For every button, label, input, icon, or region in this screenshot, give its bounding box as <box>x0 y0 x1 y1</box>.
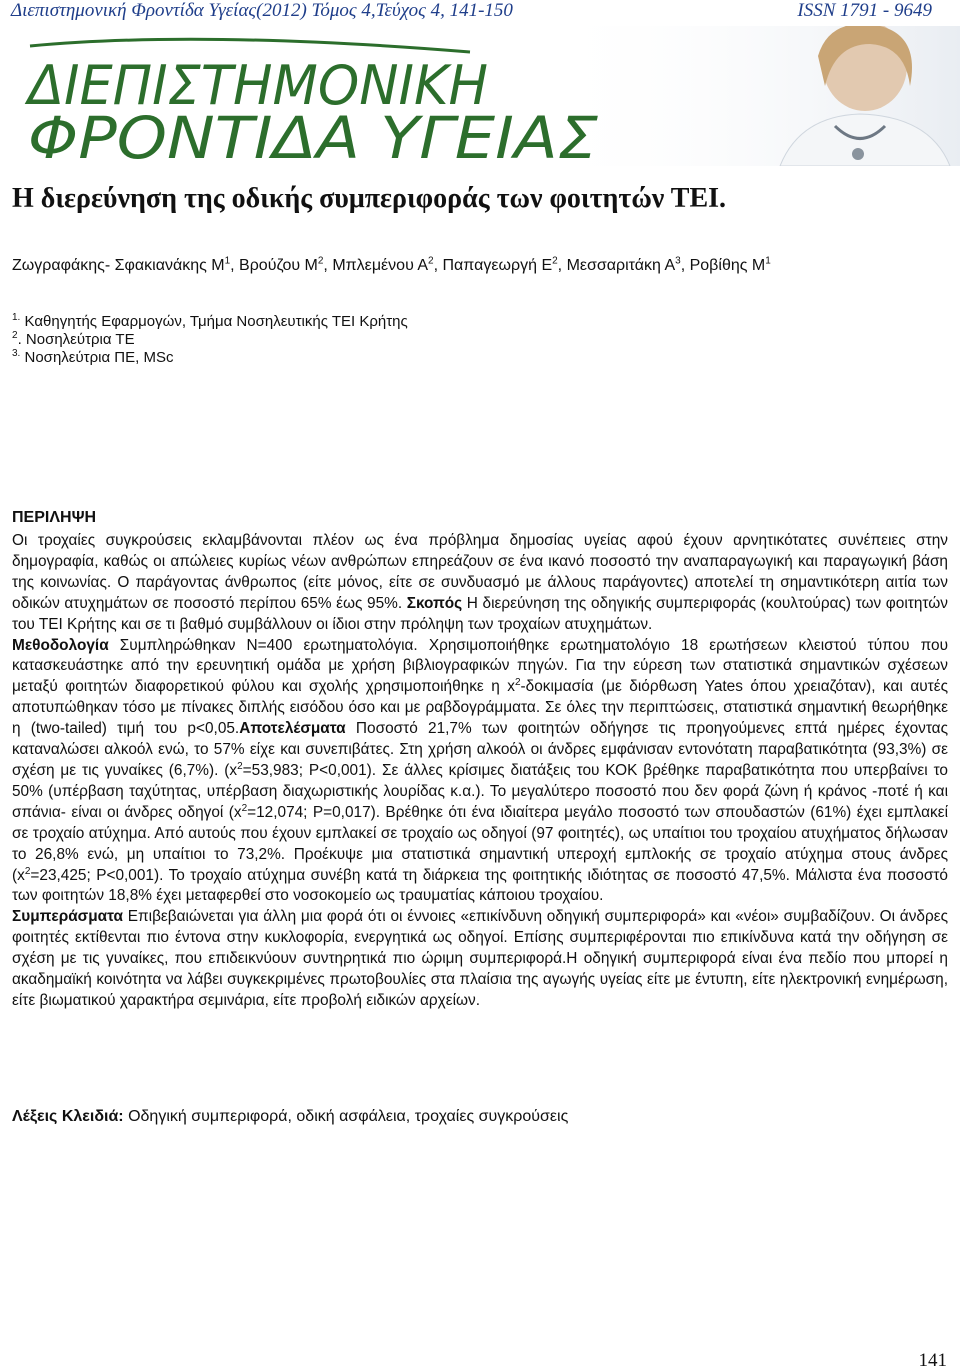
journal-citation: Διεπιστημονική Φροντίδα Υγείας(2012) Τόμος 4,Τεύχος 4, 141-150 <box>11 0 513 21</box>
aim-label: Σκοπός <box>406 594 463 612</box>
running-header <box>0 0 960 22</box>
keywords-label: Λέξεις Κλειδιά: <box>12 1108 124 1125</box>
results-label: Αποτελέσματα <box>239 720 346 738</box>
author-affiliation-mark: 3 <box>675 255 681 267</box>
journal-banner <box>0 26 960 166</box>
author-separator: , <box>230 257 240 274</box>
abstract-body: Οι τροχαίες συγκρούσεις εκλαμβάνονται πλέον ως ένα πρόβλημα δημοσίας υγείας αφού έχουν αρνητικότατες συνέπειες στην δημογραφία, καθώς οι απώλειες κυρίως νέων ανθρώπων επηρεάζουν σε ένα ικανό ποσοστό την αναπαραγωγική και παραγωγική βάση της κοινωνίας. Ο παράγοντας άνθρωπος (είτε μόνος, είτε σε συνδυασμό με άλλους παράγοντες) αποτελεί τη σημαντικότερη αιτία των οδικών ατυχημάτων σε ποσοστό περίπου 65% έως 95%. Σκοπός Η διερεύνηση της οδηγικής συμπεριφοράς (κουλτούρας) των φοιτητών του ΤΕΙ Κρήτης και σε τι βαθμό συμβάλλουν οι ίδιοι στην πρόληψη των τροχαίων ατυχημάτων. Μεθοδολογία Συμπληρώθηκαν Ν=400 ερωτηματολόγια. Χρησιμοποιήθηκε ερωτηματολόγιο 18 ερωτήσεων κλειστού τύπου που κατασκευάστηκε από την ερευνητική ομάδα με χρήση βιβλιογραφικών πηγών. Για την εύρεση των στατιστικά σημαντικών σχέσεων μεταξύ φοιτητών διαφορετικού φύλου και σχολής χρησιμοποιήθηκε η $x^2$-δοκιμασία (με διόρθωση Yates όπου χρειαζόταν), και αυτές αποτυπώθηκαν τόσο με πίνακες διπλής εισόδου όσο και με ραβδογράμματα. Σε όλες την περιπτώσεις, στατιστικά σημαντική θεωρήθηκε η (two-tailed) τιμή του p<0,05.Αποτελέσματα Ποσοστό 21,7% των φοιτητών οδήγησε τις προηγούμενες επτά ημέρες έχοντας καταναλώσει αλκοόλ ενώ, το 57% είχε και συνεπιβάτες. Στη χρήση αλκοόλ οι άνδρες εμφάνισαν εντονότατη παραβατικότητα (93,3%) σε σχέση με τις γυναίκες (6,7%). ($x^2=53,983$; P<0,001). Σε άλλες κρίσιμες διατάξεις του ΚΟΚ βρέθηκε παραβατικότητα που υπερβαίνει το 50% (υπέρβαση ταχύτητας, υπέρβαση διαχωριστικής λουρίδας κ.α.). Το μεγαλύτερο ποσοστό που δεν φορά ζώνη ή κράνος -ποτέ ή και σπάνια- είναι οι άνδρες οδηγοί ($x^2=12,074$; P=0,017). Βρέθηκε ότι ένα ιδιαίτερα μεγάλο ποσοστό των σπουδαστών (61%) έχει εμπλακεί σε τροχαίο ατύχημα. Από αυτούς που έχουν εμπλακεί σε τροχαίο ως οδηγοί (97 φοιτητές), ως υπαίτιοι του τροχαίου ατυχήματος δήλωσαν το 26,8% ενώ, μη υπαίτιοι το 73,2%. Προέκυψε μια στατιστικά σημαντική υπεροχή εμπλοκής σε τροχαίο ατύχημα στους άνδρες ($x^2=23,425$; P<0,001). Το τροχαίο ατύχημα συνέβη κατά τη διάρκεια της φοιτητικής ιδιότητας σε ποσοστό 47,5%. Μάλιστα ένα ποσοστό των φοιτητών 18,8% έχει μεταφερθεί στο νοσοκομείο ως τραυματίας κάποιου τροχαίου. Συμπεράσματα Επιβεβαιώνεται για άλλη μια φορά ότι οι έννοιες «επικίνδυνη οδηγική συμπεριφορά» και «νέοι» συμβαδίζουν. Οι άνδρες φοιτητές εκτίθενται πιο έντονα στην κυκλοφορία, ενεργητικά ως οδηγοί. Επίσης συμπεριφέρονται πιο επικίνδυνα κατά την οδήγηση σε σχέση με τις γυναίκες, που επιδεικνύουν συντηρητικά πιο ώριμη συμπεριφορά.Η οδηγική συμπεριφορά είναι ένα πεδίο που μπορεί η ακαδημαϊκή κοινότητα να λάβει συγκεκριμένες πρωτοβουλίες στα πλαίσια της αγωγής υγείας είτε με έντυπη, είτε ηλεκτρονική ενημέρωση, είτε βιωματικού χαρακτήρα σεμινάρια, είτε προβολή ειδικών αρχείων. <box>12 532 949 1009</box>
affiliation-1: $^{1.}$ Καθηγητής Εφαρμογών, Τμήμα Νοσηλευτικής ΤΕΙ Κρήτης <box>12 312 408 330</box>
abstract-heading: ΠΕΡΙΛΗΨΗ <box>12 509 97 526</box>
author: Παπαγεωργή Ε <box>442 257 553 274</box>
author-affiliation-mark: 1 <box>224 255 231 267</box>
author: Ζωγραφάκης- Σφακιανάκης Μ <box>12 257 225 274</box>
keywords-text: Οδηγική συμπεριφορά, οδική ασφάλεια, τροχαίες συγκρούσεις <box>123 1108 569 1125</box>
keywords <box>12 1108 568 1126</box>
affiliation-3: $^{3.}$ Νοσηλεύτρια ΠΕ, MSc <box>12 348 174 366</box>
author: Μεσσαριτάκη Α <box>566 257 676 274</box>
svg-text:ΦΡΟΝΤΙΔΑ ΥΓΕΙΑΣ: ΦΡΟΝΤΙΔΑ ΥΓΕΙΑΣ <box>28 104 599 166</box>
author-affiliation-mark: 1 <box>765 255 771 267</box>
author-affiliation-mark: 2 <box>317 255 324 267</box>
author-affiliation-mark: 2 <box>552 255 558 267</box>
conclusions-label: Συμπεράσματα <box>12 908 123 926</box>
svg-text:ΔΙΕΠΙΣΤΗΜΟΝΙΚΗ: ΔΙΕΠΙΣΤΗΜΟΝΙΚΗ <box>24 54 488 117</box>
affiliations <box>12 313 408 367</box>
methods-label: Μεθοδολογία <box>12 636 109 654</box>
author-separator: , <box>433 257 443 274</box>
author-separator: , <box>323 257 333 274</box>
affiliation-2: $^2$. Νοσηλεύτρια ΤΕ <box>12 330 135 348</box>
author-separator: , <box>557 257 567 274</box>
issn: ISSN 1791 - 9649 <box>797 0 932 21</box>
page-number: 141 <box>918 1350 947 1371</box>
article-title: Η διερεύνηση της οδικής συμπεριφοράς των φοιτητών ΤΕΙ. <box>12 183 727 214</box>
journal-logo <box>0 26 960 166</box>
author-list <box>12 257 771 275</box>
author: Μπλεμένου Α <box>332 257 429 274</box>
author: Βρούζου Μ <box>239 257 318 274</box>
author-separator: , <box>680 257 690 274</box>
author: Ροβίθης Μ <box>689 257 766 274</box>
author-affiliation-mark: 2 <box>428 255 434 267</box>
